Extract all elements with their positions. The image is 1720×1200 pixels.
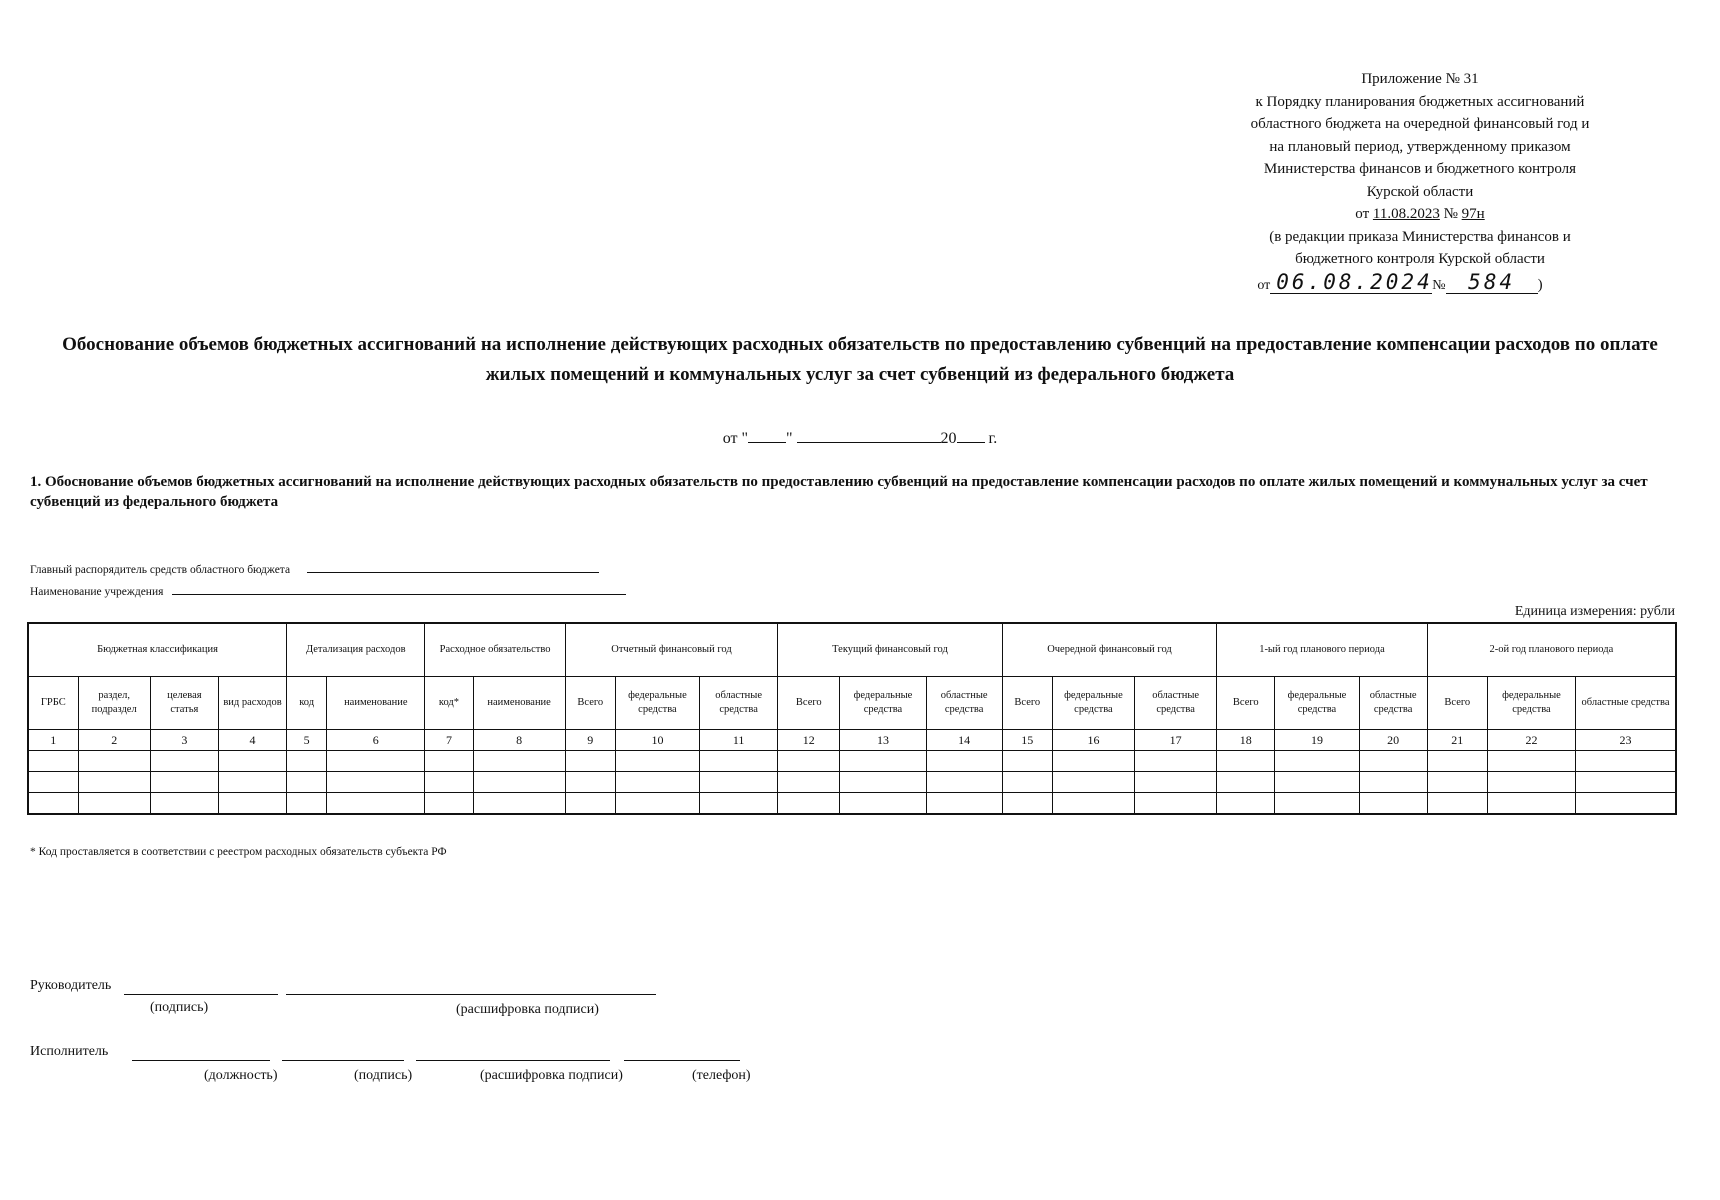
col-number: 10 xyxy=(615,730,699,751)
group-reporting-year: Отчетный финансовый год xyxy=(565,623,777,677)
group-plan-year-1: 1-ый год планового периода xyxy=(1217,623,1427,677)
col-number: 23 xyxy=(1576,730,1676,751)
order-reference xyxy=(1220,203,1620,226)
appendix-text-3: на плановый период, утвержденному приказом xyxy=(1269,138,1571,155)
institution-field xyxy=(30,582,626,598)
section-heading: 1. Обоснование объемов бюджетных ассигнований на исполнение действующих расходных обязательств по предоставлению субвенций на предоставление компенсации расходов по оплате жилых помещений и коммунальных услуг за счет субвенций из федерального бюджета xyxy=(30,474,1648,510)
col-reporting-federal: федеральные средства xyxy=(615,677,699,730)
col-section: раздел, подраздел xyxy=(78,677,150,730)
col-number: 22 xyxy=(1487,730,1575,751)
col-plan2-federal: федеральные средства xyxy=(1487,677,1575,730)
group-expense-detail: Детализация расходов xyxy=(287,623,425,677)
table-number-row xyxy=(28,730,1676,751)
col-detail-code: код xyxy=(287,677,327,730)
col-number: 13 xyxy=(840,730,926,751)
col-number: 18 xyxy=(1217,730,1275,751)
col-plan1-regional: областные средства xyxy=(1359,677,1427,730)
col-number: 12 xyxy=(778,730,840,751)
col-number: 15 xyxy=(1002,730,1052,751)
year-blank xyxy=(957,428,985,443)
col-current-total: Всего xyxy=(778,677,840,730)
col-next-total: Всего xyxy=(1002,677,1052,730)
col-number: 9 xyxy=(565,730,615,751)
amend-number: 584 xyxy=(1446,271,1538,294)
grbs-label: Главный распорядитель средств областного бюджета xyxy=(30,564,291,576)
col-number: 7 xyxy=(425,730,473,751)
appendix-text-4: Министерства финансов и бюджетного контроля xyxy=(1263,161,1577,177)
col-number: 1 xyxy=(28,730,78,751)
col-obligation-name: наименование xyxy=(473,677,565,730)
col-next-regional: областные средства xyxy=(1135,677,1217,730)
head-sign-line[interactable] xyxy=(124,994,278,995)
group-budget-classification: Бюджетная классификация xyxy=(28,623,287,677)
col-number: 20 xyxy=(1359,730,1427,751)
col-number: 2 xyxy=(78,730,150,751)
order-prefix: от xyxy=(1355,206,1370,222)
col-reporting-total: Всего xyxy=(565,677,615,730)
appendix-block xyxy=(1220,68,1620,297)
col-expense-type: вид расходов xyxy=(218,677,286,730)
col-plan1-total: Всего xyxy=(1217,677,1275,730)
exec-caption-position: (должность) xyxy=(204,1068,278,1083)
col-reporting-regional: областные средства xyxy=(700,677,778,730)
col-plan2-regional: областные средства xyxy=(1576,677,1676,730)
exec-position-line[interactable] xyxy=(132,1060,270,1061)
document-title: Обоснование объемов бюджетных ассигнований на исполнение действующих расходных обязательств по предоставлению субвенций на предоставление компенсации расходов по оплате жилых помещений и коммунальных услуг за счет субвенций из федерального бюджета xyxy=(62,334,1658,385)
col-number: 4 xyxy=(218,730,286,751)
head-decode-line[interactable] xyxy=(286,994,656,995)
order-date: 11.08.2023 xyxy=(1372,206,1440,222)
table-row[interactable] xyxy=(28,772,1676,793)
amend-text-2: бюджетного контроля Курской области xyxy=(1295,251,1545,267)
exec-caption-sign: (подпись) xyxy=(354,1068,413,1083)
head-caption-decode: (расшифровка подписи) xyxy=(456,1002,599,1017)
col-next-federal: федеральные средства xyxy=(1052,677,1134,730)
group-expense-obligation: Расходное обязательство xyxy=(425,623,565,677)
amend-text-1: (в редакции приказа Министерства финансов и xyxy=(1269,228,1571,245)
col-number: 21 xyxy=(1427,730,1487,751)
date-line xyxy=(0,428,1720,448)
appendix-text-2: областного бюджета на очередной финансовый год и xyxy=(1250,116,1590,132)
col-plan2-total: Всего xyxy=(1427,677,1487,730)
exec-sign-line[interactable] xyxy=(282,1060,404,1061)
col-number: 3 xyxy=(150,730,218,751)
amend-reference xyxy=(1180,271,1620,298)
col-number: 14 xyxy=(926,730,1002,751)
month-blank xyxy=(797,428,941,443)
head-label: Руководитель xyxy=(30,978,112,993)
footnote: * Код проставляется в соответствии с реестром расходных обязательств субъекта РФ xyxy=(30,846,447,858)
group-current-year: Текущий финансовый год xyxy=(778,623,1003,677)
col-obligation-code: код* xyxy=(425,677,473,730)
col-current-federal: федеральные средства xyxy=(840,677,926,730)
exec-caption-phone: (телефон) xyxy=(692,1068,751,1083)
group-plan-year-2: 2-ой год планового периода xyxy=(1427,623,1676,677)
col-plan1-federal: федеральные средства xyxy=(1275,677,1359,730)
day-blank xyxy=(748,428,786,443)
grbs-input-line[interactable] xyxy=(307,560,599,573)
col-number: 5 xyxy=(287,730,327,751)
amend-close: ) xyxy=(1537,276,1543,293)
appendix-number: Приложение № 31 xyxy=(1361,71,1479,87)
appendix-text-1: к Порядку планирования бюджетных ассигнований xyxy=(1255,93,1585,110)
order-no-sign: № xyxy=(1443,206,1458,222)
col-number: 11 xyxy=(700,730,778,751)
unit-of-measure: Единица измерения: рубли xyxy=(1514,604,1675,619)
appendix-text-5: Курской области xyxy=(1366,183,1474,200)
executor-label: Исполнитель xyxy=(30,1044,109,1059)
col-grbs: ГРБС xyxy=(28,677,78,730)
col-current-regional: областные средства xyxy=(926,677,1002,730)
grbs-field xyxy=(30,560,599,576)
amend-prefix: от xyxy=(1257,277,1271,293)
budget-table xyxy=(27,622,1677,815)
col-number: 19 xyxy=(1275,730,1359,751)
amend-date: 06.08.2024 xyxy=(1270,271,1432,294)
order-number: 97н xyxy=(1461,206,1485,222)
table-row[interactable] xyxy=(28,751,1676,772)
group-next-year: Очередной финансовый год xyxy=(1002,623,1217,677)
col-number: 6 xyxy=(327,730,425,751)
date-quote-close: " xyxy=(786,430,793,447)
col-number: 8 xyxy=(473,730,565,751)
col-detail-name: наименование xyxy=(327,677,425,730)
year-prefix: 20 xyxy=(940,430,957,447)
table-subheader-row xyxy=(28,677,1676,730)
institution-input-line[interactable] xyxy=(172,582,626,595)
exec-caption-decode: (расшифровка подписи) xyxy=(480,1068,623,1083)
institution-label: Наименование учреждения xyxy=(30,586,164,598)
table-row[interactable] xyxy=(28,793,1676,815)
col-target-article: целевая статья xyxy=(150,677,218,730)
head-caption-sign: (подпись) xyxy=(150,1000,209,1015)
exec-phone-line[interactable] xyxy=(624,1060,740,1061)
col-number: 17 xyxy=(1135,730,1217,751)
amend-no-sign: № xyxy=(1432,277,1446,293)
table-group-header-row xyxy=(28,623,1676,677)
date-suffix: г. xyxy=(988,430,998,447)
exec-decode-line[interactable] xyxy=(416,1060,610,1061)
date-prefix: от " xyxy=(722,430,748,447)
col-number: 16 xyxy=(1052,730,1134,751)
